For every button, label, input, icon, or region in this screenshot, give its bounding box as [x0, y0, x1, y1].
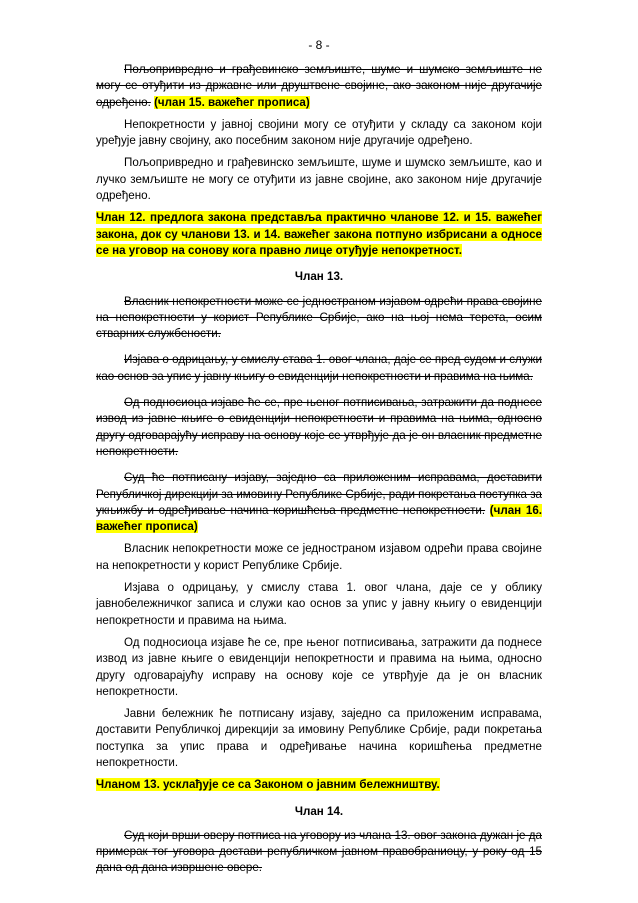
article-13-heading: Члан 13. — [294, 270, 344, 284]
document-body — [96, 62, 542, 883]
deleted-article-13-paragraph-1: Власник непокретности може се једностраном изјавом одрећи права својине на непокретности у корист Републике Србије, ако на њој нема терета, осим стварних службености. — [96, 294, 542, 341]
highlighted-note: Члан 12. предлога закона представља практично чланове 12. и 15. важећег закона, док су чланови 13. и 14. важећег закона потпуно избрисани а односе се на уговор на сонову кога правно лице отуђује непокретност. — [96, 211, 542, 257]
explanatory-note-article-12 — [96, 210, 542, 259]
paragraph-3: Пољопривредно и грађевинско земљиште, шуме и шумско земљиште, као и лучко земљиште не могу се отуђити из јавне својине, ако законом није другачије одређено. — [96, 156, 542, 203]
paragraph-2: Непокретности у јавној својини могу се отуђити у складу са законом који уређује јавну својину, ако посебним законом није другачије одређено. — [96, 117, 542, 148]
deleted-article-14-paragraph: Суд који врши оверу потписа на уговору из члана 13. овог закона дужан је да примерак тог уговора достави републичком јавном правобраниоцу, у року од 15 дана од дана извршене овере. — [96, 828, 542, 875]
article-13-paragraph-4: Јавни бележник ће потписану изјаву, заједно са приложеним исправама, доставити Републичкој дирекцији за имовину Републике Србије, ради покретања поступка за упис права и одређивање начина коришћења предметне непокретности. — [96, 707, 542, 769]
article-13-paragraph-3: Од подносиоца изјаве ће се, пре њеног потписивања, затражити да поднесе извод из јавне књиге о евиденцији непокретности и правима на њима, односно другу одговарајућу исправу на основу које се утврђује да је он власник непокретности. — [96, 635, 542, 698]
deleted-article-13-paragraph-4 — [96, 470, 542, 535]
struck-text: Суд ће потписану изјаву, заједно са приложеним исправама, доставити Републичкој дирекцији за имовину Републике Србије, ради покретања поступка за укњижбу и одређивање начина коришћења предметне непокретности. — [96, 471, 542, 517]
deleted-article-13-paragraph-2: Изјава о одрицању, у смислу става 1. овог члана, даје се пред судом и служи као основ за упис у јавну књигу о евиденцији непокретности и правима на њима. — [96, 353, 542, 383]
article-13-paragraph-2: Изјава о одрицању, у смислу става 1. овог члана, даје се у облику јавнобележничког записа и служи као основ за упис у јавну књигу о евиденцији непокретности и правима на њима. — [96, 581, 542, 627]
article-reference-note: (члан 16. важећег прописа) — [96, 503, 542, 534]
struck-text: Пољопривредно и грађевинско земљиште, шуме и шумско земљиште не могу се отуђити из државне или друштвене својине, ако законом није другачије одређено. — [96, 63, 542, 109]
deleted-paragraph-1 — [96, 62, 542, 111]
article-13-paragraph-1: Власник непокретности може се једностраном изјавом одрећи права својине на непокретности у корист Републике Србије. — [96, 542, 542, 572]
explanatory-note-article-13 — [96, 777, 542, 793]
highlighted-note: Чланом 13. усклађује се са Законом о јавним бележништву. — [96, 778, 440, 792]
article-reference-note: (члан 15. важећег прописа) — [154, 95, 310, 109]
page-number: - 8 - — [308, 38, 330, 52]
deleted-article-13-paragraph-3: Од подносиоца изјаве ће се, пре њеног потписивања, затражити да поднесе извод из јавне књиге о евиденцији непокретности и правима на њима, односно другу одговарајућу исправу на основу које се утврђује да је он власник предметне непокретности. — [96, 396, 542, 458]
article-14-heading: Члан 14. — [294, 804, 344, 818]
